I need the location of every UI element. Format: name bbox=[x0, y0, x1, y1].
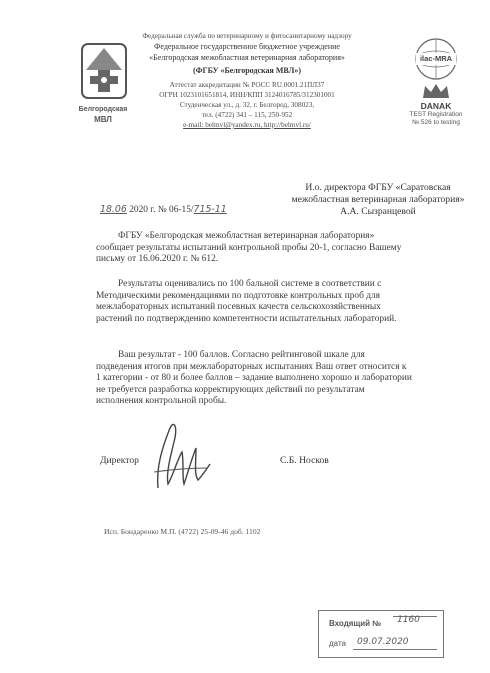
executor-contact: Исп. Бондаренко М.П. (4722) 25-09-46 доб. 1102 bbox=[104, 527, 261, 536]
ilac-mra-text: ilac-MRA bbox=[419, 54, 453, 63]
danak-title: DANAK bbox=[420, 101, 452, 111]
danak-registration: TEST Registration bbox=[409, 111, 463, 118]
addressee-line-2: межобластная ветеринарная лаборатория» bbox=[291, 194, 465, 205]
header-short-name: (ФГБУ «Белгородская МВЛ») bbox=[192, 66, 302, 75]
addressee-line-3: А.А. Сызранцевой bbox=[340, 206, 416, 217]
paragraph-3: Ваш результат - 100 баллов. Согласно рейтинговой шкале для подведения итогов при межлабораторных испытаниях Ваш ответ относится к 1 категории - от 80 и более баллов – задание выполнено хорошо и лаборатории не требуется разработка корректирующих действий по результатам исполнения контрольной пробы. bbox=[96, 350, 412, 407]
handwritten-date: 18.06 bbox=[100, 204, 127, 215]
addressee-line-1: И.о. директора ФГБУ «Саратовская bbox=[305, 182, 451, 193]
handwritten-number: 715-11 bbox=[193, 204, 227, 215]
danak-number: № 526 to testing bbox=[412, 119, 460, 126]
stamp-date-label: дата bbox=[329, 639, 346, 648]
outgoing-reference bbox=[100, 204, 227, 215]
signatory-name: С.Б. Носков bbox=[280, 455, 329, 466]
logo-label-1: Белгородская bbox=[78, 106, 128, 113]
paragraph-2: Результаты оценивались по 100 бальной системе в соответствии с Методическими рекомендациями по подготовке контрольных проб для межлабораторных испытаний посевных качеств сельскохозяйственных растений по подтверждению компетентности испытательных лабораторий. bbox=[96, 279, 397, 324]
header-phone: тел. (4722) 341 – 115, 250-952 bbox=[201, 111, 293, 119]
stamp-incoming-label: Входящий № bbox=[329, 619, 382, 628]
header-institution-name: «Белгородская межобластная ветеринарная лаборатория» bbox=[149, 53, 345, 62]
header-email: e-mail: belmvl@yandex.ru, http://belmvl.ru/ bbox=[183, 121, 311, 129]
handwritten-signature bbox=[148, 418, 218, 496]
stamp-incoming-number: 1160 bbox=[397, 615, 420, 625]
reference-text: 2020 г. № 06-15/ bbox=[126, 205, 194, 215]
danak-crown-icon bbox=[421, 82, 451, 100]
header-ogrn: ОГРН 1023101651814, ИНН/КПП 3124016785/312301001 bbox=[159, 91, 335, 99]
paragraph-1: ФГБУ «Белгородская межобластная ветеринарная лаборатория» сообщает результаты испытаний контрольной пробы 20-1, согласно Вашему письму от 16.06.2020 г. № 612. bbox=[96, 231, 402, 265]
header-institution-type: Федеральное государственное бюджетное учреждение bbox=[154, 42, 340, 51]
header-address: Студенческая ул., д. 32, г. Белгород, 308023, bbox=[179, 101, 315, 109]
stamp-date-value: 09.07.2020 bbox=[357, 637, 409, 647]
header-ministry: Федеральная служба по ветеринарному и фитосанитарному надзору bbox=[142, 32, 352, 40]
incoming-registration-stamp bbox=[318, 610, 444, 658]
header-accreditation: Аттестат аккредитации № РОСС RU.0001.21ПЛ37 bbox=[169, 81, 325, 89]
logo-label-2: МВЛ bbox=[94, 115, 112, 124]
signatory-title: Директор bbox=[100, 455, 139, 466]
